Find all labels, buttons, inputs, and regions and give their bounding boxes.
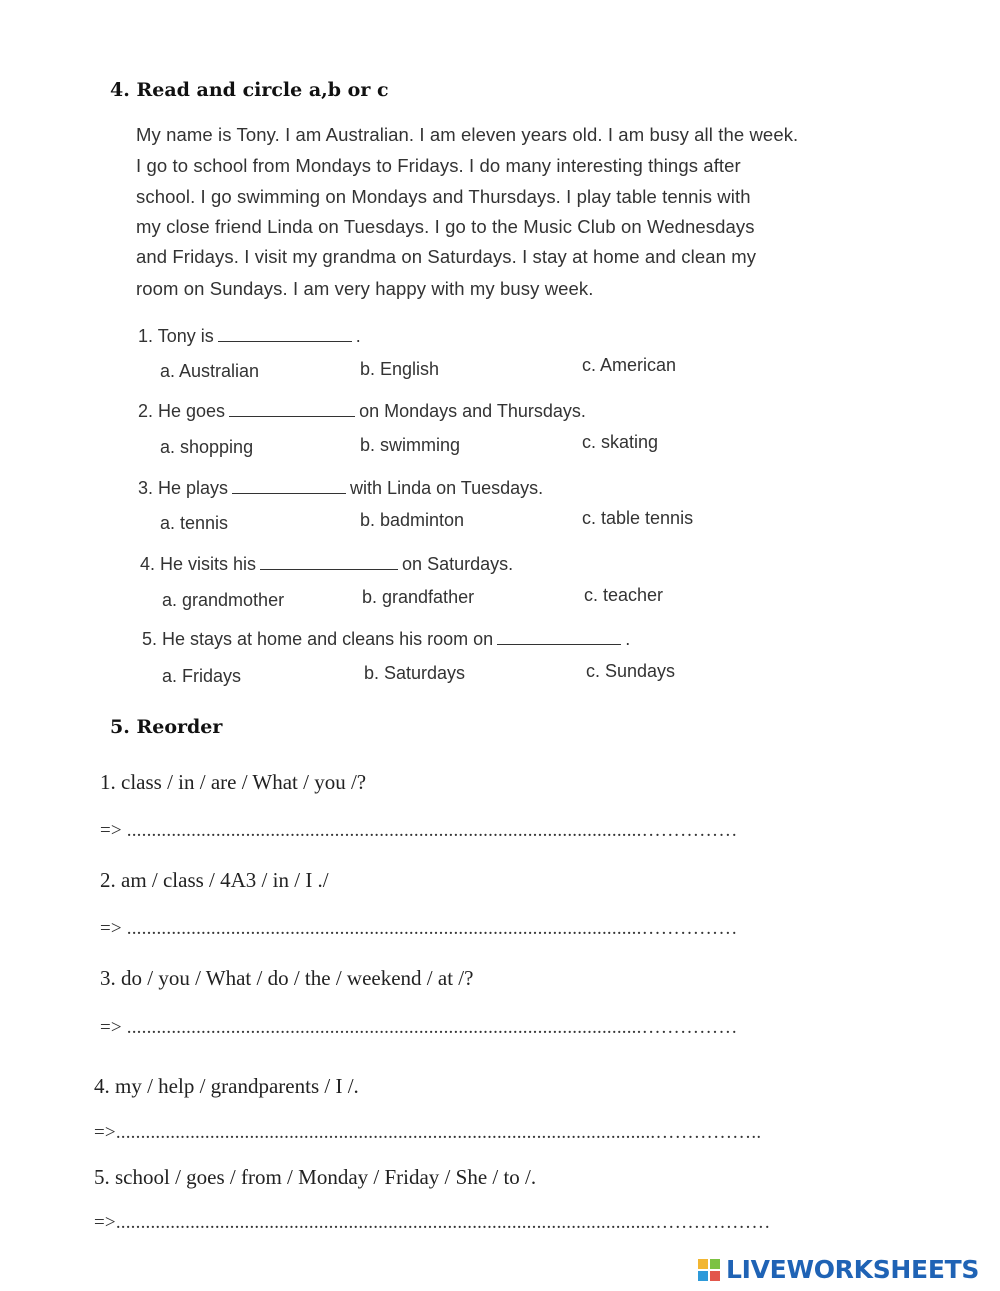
logo-square-icon (698, 1259, 708, 1269)
passage-line-6: room on Sundays. I am very happy with my busy week. (136, 278, 594, 299)
section-5-title: 5. Reorder (110, 716, 223, 738)
question-4-text: 4. He visits his (140, 554, 257, 574)
answer-blank[interactable] (260, 555, 398, 570)
q3-option-c[interactable]: c. table tennis (582, 508, 694, 528)
logo-square-icon (710, 1259, 720, 1269)
q4-option-c[interactable]: c. teacher (584, 585, 664, 605)
question-3-text: 3. He plays (138, 478, 229, 498)
answer-blank[interactable] (218, 327, 352, 342)
logo-square-icon (698, 1271, 708, 1281)
reorder-item-3: 3. do / you / What / do / the / weekend / at /? (100, 966, 474, 990)
q5-option-a[interactable]: a. Fridays (162, 666, 242, 686)
question-3 (138, 478, 543, 499)
q1-option-c[interactable]: c. American (582, 355, 677, 375)
q2-option-c[interactable]: c. skating (582, 432, 659, 452)
q5-option-c[interactable]: c. Sundays (586, 661, 676, 681)
reorder-item-5: 5. school / goes / from / Monday / Friday / She / to /. (94, 1165, 537, 1189)
q4-option-a[interactable]: a. grandmother (162, 590, 285, 610)
passage-line-1: My name is Tony. I am Australian. I am eleven years old. I am busy all the week. (136, 124, 799, 145)
question-2 (138, 401, 586, 422)
q3-option-a[interactable]: a. tennis (160, 513, 229, 533)
q4-option-b[interactable]: b. grandfather (362, 587, 475, 607)
question-2-text: 2. He goes (138, 401, 226, 421)
q2-option-a[interactable]: a. shopping (160, 437, 254, 457)
question-1 (138, 326, 361, 347)
q1-option-b[interactable]: b. English (360, 359, 440, 379)
question-1-tail: . (355, 326, 361, 346)
passage-line-2: I go to school from Mondays to Fridays. I do many interesting things after (136, 155, 741, 176)
reorder-answer-3[interactable]: => ........................................................................................................…………… (100, 1017, 738, 1038)
reorder-answer-4[interactable]: =>.............................................................................................................…………….. (94, 1122, 762, 1143)
reorder-answer-2[interactable]: => ........................................................................................................…………… (100, 918, 738, 939)
answer-blank[interactable] (497, 630, 621, 645)
question-3-tail: with Linda on Tuesdays. (350, 478, 544, 498)
reorder-answer-5[interactable]: =>.............................................................................................................……………… (94, 1212, 771, 1233)
logo-text: LIVEWORKSHEETS (726, 1255, 980, 1284)
question-1-text: 1. Tony is (138, 326, 214, 346)
answer-blank[interactable] (232, 479, 346, 494)
question-5 (142, 629, 630, 650)
q2-option-b[interactable]: b. swimming (360, 435, 461, 455)
logo-square-icon (710, 1271, 720, 1281)
answer-blank[interactable] (229, 402, 355, 417)
question-5-text: 5. He stays at home and cleans his room on (142, 629, 494, 649)
question-4-tail: on Saturdays. (402, 554, 514, 574)
section-4-title: 4. Read and circle a,b or c (110, 79, 389, 101)
passage-line-4: my close friend Linda on Tuesdays. I go to the Music Club on Wednesdays (136, 216, 755, 237)
question-4 (140, 554, 513, 575)
question-2-tail: on Mondays and Thursdays. (359, 401, 586, 421)
reorder-item-4: 4. my / help / grandparents / I /. (94, 1074, 359, 1098)
passage-line-5: and Fridays. I visit my grandma on Saturdays. I stay at home and clean my (136, 246, 757, 267)
reorder-answer-1[interactable]: => ........................................................................................................…………… (100, 820, 738, 841)
q3-option-b[interactable]: b. badminton (360, 510, 465, 530)
liveworksheets-logo (698, 1255, 979, 1284)
passage-line-3: school. I go swimming on Mondays and Thursdays. I play table tennis with (136, 186, 751, 207)
q5-option-b[interactable]: b. Saturdays (364, 663, 466, 683)
reorder-item-2: 2. am / class / 4A3 / in / I ./ (100, 868, 329, 892)
logo-grid-icon (698, 1259, 720, 1281)
reorder-item-1: 1. class / in / are / What / you /? (100, 770, 367, 794)
q1-option-a[interactable]: a. Australian (160, 361, 260, 381)
question-5-tail: . (625, 629, 631, 649)
